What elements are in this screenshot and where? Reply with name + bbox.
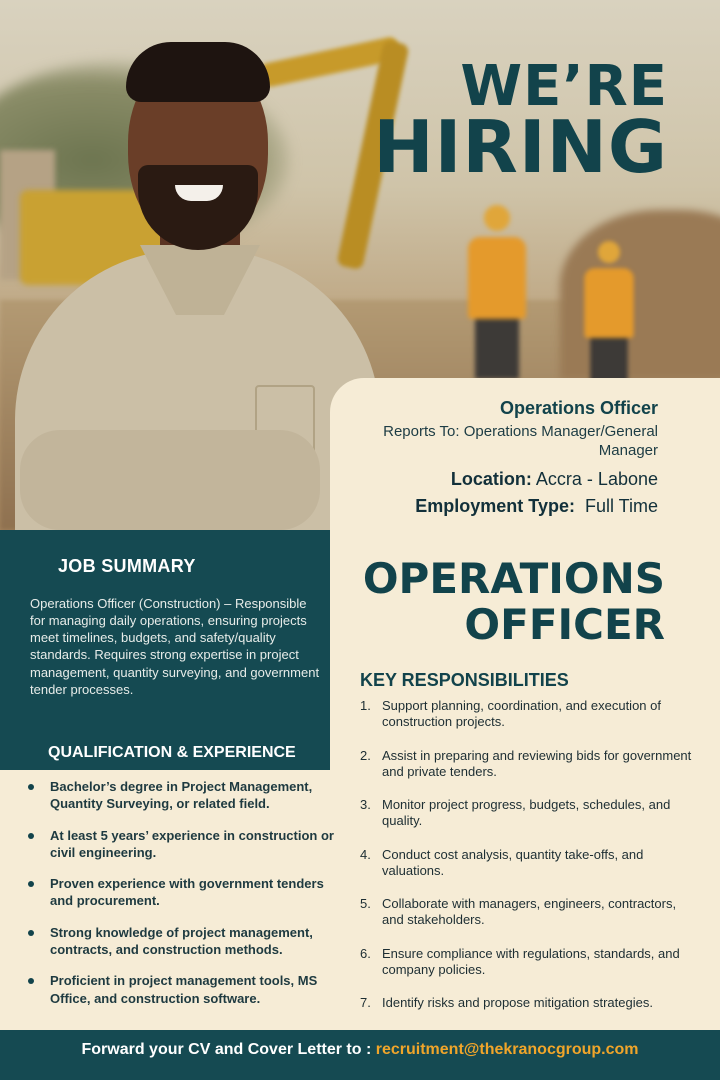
worker-figure <box>468 205 526 379</box>
role-title: Operations Officer <box>499 398 658 418</box>
responsibilities-list <box>360 698 700 1028</box>
responsibility-item: 7. Identify risks and propose mitigation strategies. <box>360 995 653 1010</box>
responsibility-item: 2. Assist in preparing and reviewing bids for government and private tenders. <box>360 747 692 779</box>
responsibility-item: 4. Conduct cost analysis, quantity take-offs, and valuations. <box>360 846 644 878</box>
job-summary-text: Operations Officer (Construction) – Responsible for managing daily operations, ensuring projects meet timelines, budgets, and safety/quality standards. Requires strong expertise in project management, quantity surveying, and government tender processes. <box>30 596 320 697</box>
qualification-item: Bachelor’s degree in Project Management, Quantity Surveying, or related field. <box>28 778 348 813</box>
responsibility-item: 3. Monitor project progress, budgets, schedules, and quality. <box>360 797 671 829</box>
worker-figure <box>584 241 633 389</box>
qualification-list <box>28 778 348 1021</box>
reports-to: Reports To: Operations Manager/General Manager <box>383 423 658 459</box>
recruitment-email-link[interactable]: recruitment@thekranocgroup.com <box>375 1041 639 1058</box>
big-title-line-1: OPERATIONS <box>362 554 665 603</box>
job-info-card <box>330 378 720 532</box>
responsibility-item: 1. Support planning, coordination, and execution of construction projects. <box>360 698 661 730</box>
responsibilities-title: KEY RESPONSIBILITIES <box>360 670 569 690</box>
location <box>350 469 658 490</box>
qualification-title: QUALIFICATION & EXPERIENCE <box>48 744 296 761</box>
location-label: Location: <box>450 468 532 489</box>
bullet-icon <box>28 930 34 936</box>
bullet-icon <box>28 784 34 790</box>
bullet-icon <box>28 978 34 984</box>
qualification-item: Proven experience with government tenders and procurement. <box>28 875 348 910</box>
location-value: Accra - Labone <box>535 468 658 489</box>
operations-officer-title <box>340 556 665 648</box>
responsibility-item: 6. Ensure compliance with regulations, standards, and company policies. <box>360 945 680 977</box>
qualification-item: Proficient in project management tools, MS Office, and construction software. <box>28 972 348 1007</box>
footer-prefix: Forward your CV and Cover Letter to : <box>81 1041 372 1058</box>
bullet-icon <box>28 881 34 887</box>
hiring-headline <box>373 54 668 190</box>
bullet-icon <box>28 833 34 839</box>
responsibility-item: 5. Collaborate with managers, engineers, contractors, and stakeholders. <box>360 896 677 928</box>
job-summary-panel <box>0 530 330 770</box>
headline-line-2: HIRING <box>373 105 668 190</box>
headline-line-1: WE’RE <box>460 54 668 119</box>
big-title-line-2: OFFICER <box>464 600 665 650</box>
footer-cta <box>0 1030 720 1080</box>
employment-label: Employment Type: <box>415 495 575 516</box>
qualification-item: Strong knowledge of project management, contracts, and construction methods. <box>28 924 348 959</box>
qualification-item: At least 5 years’ experience in construction or civil engineering. <box>28 827 348 862</box>
employment-value: Full Time <box>584 495 658 516</box>
job-summary-title: JOB SUMMARY <box>58 556 196 576</box>
employment-type <box>350 496 658 517</box>
